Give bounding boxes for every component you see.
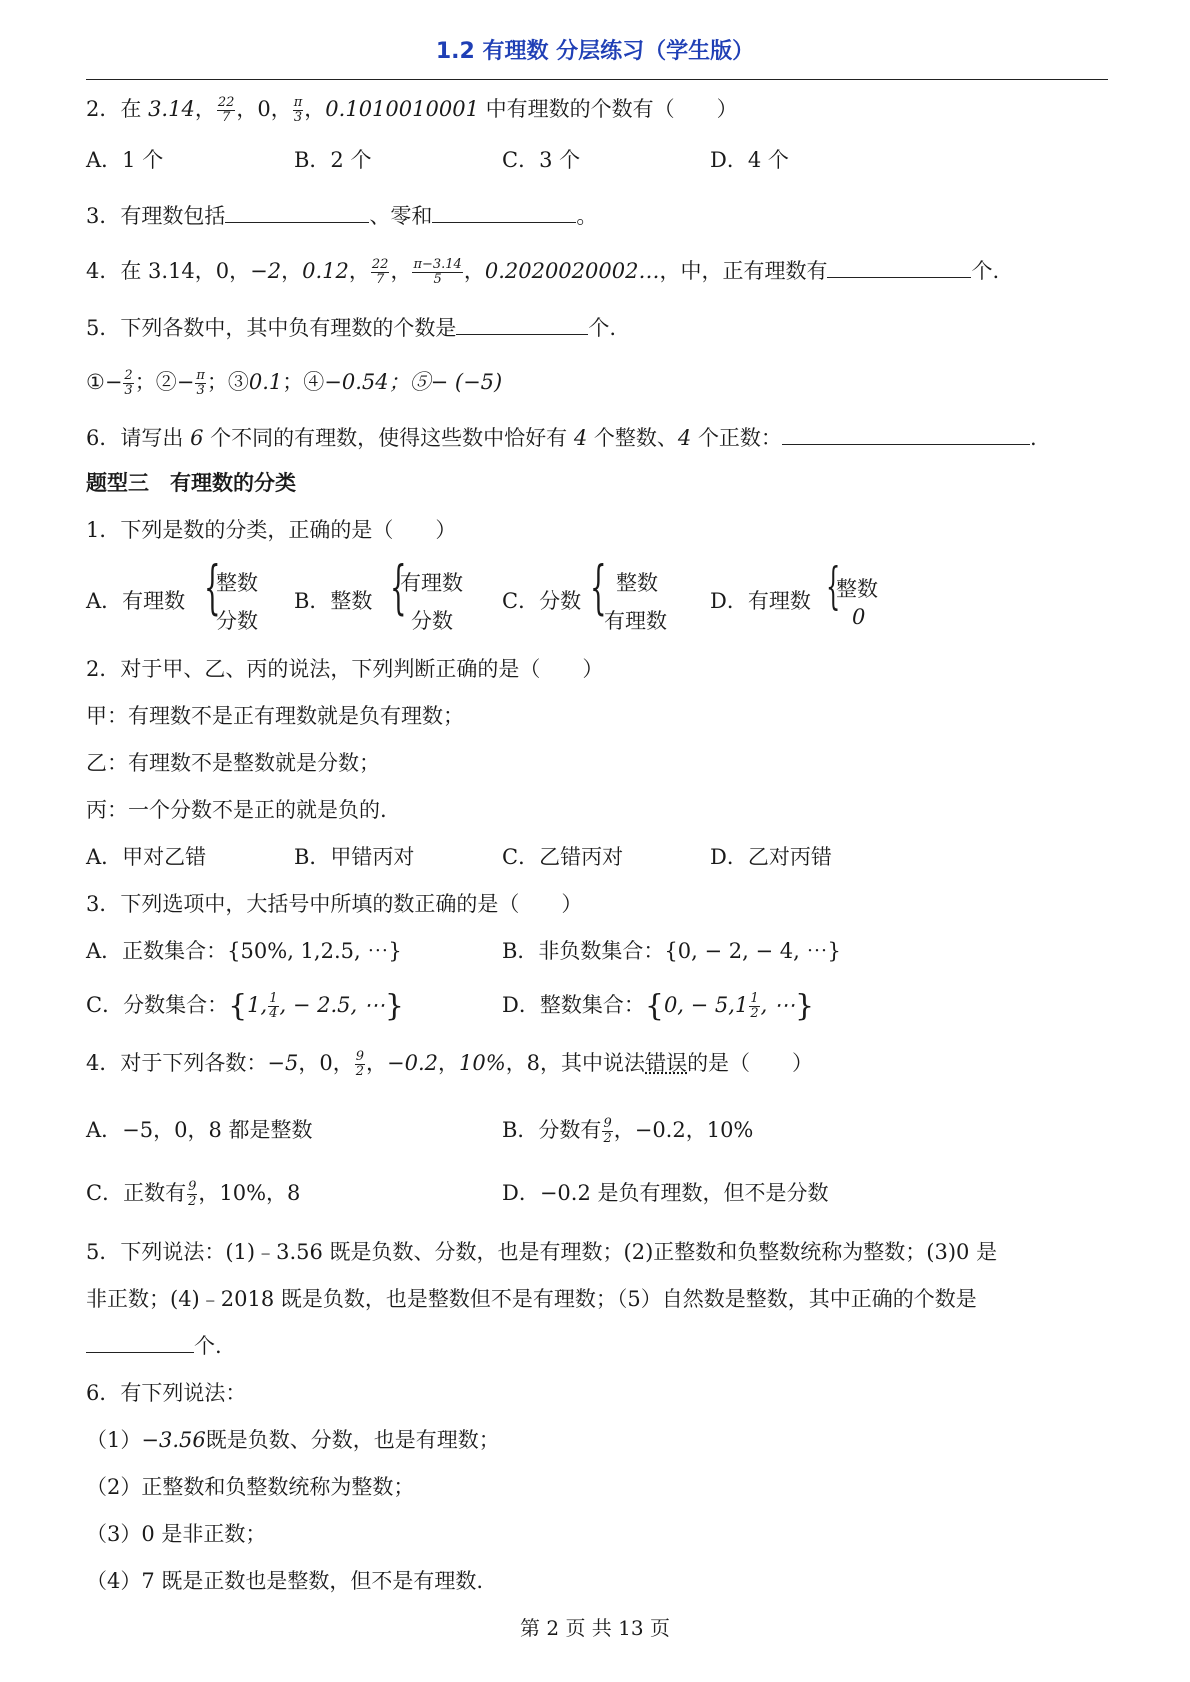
statement-2: （2）正整数和负整数统称为整数； [86,1475,415,1499]
option-a: A．有理数 { 整数 分数 [86,553,258,633]
option-b: B．非负数集合：{0, − 2, − 4, ⋯} [502,939,841,963]
page-number: 第 2 页 共 13 页 [520,1616,670,1640]
s3-question-3: 3．下列选项中，大括号中所填的数正确的是（ ） [86,892,583,916]
option-b: B．整数 { 有理数 分数 [294,553,463,633]
answer-blank[interactable] [432,202,576,223]
fraction: $\frac{22}{7}$ [371,257,389,287]
s3-question-5-line3: 个. [86,1331,222,1361]
s3-question-4: 4．对于下列各数：−5，0， $\frac{9}{2}$ ，−0.2，10%，8，其中说法错误的是（ ） [86,1049,814,1079]
s3-question-1: 1．下列是数的分类，正确的是（ ） [86,518,457,542]
option-a: A．−5，0，8 都是整数 [86,1118,313,1142]
question-4: 4．在 3.14，0，−2，0.12， $\frac{22}{7}$ ， $\frac{\pi-3.14}{5}$ ，0.2020020002…，中，正有理数有 个. [86,257,1000,287]
fraction: $\frac{22}{7}$ [217,95,235,125]
page-title: 1.2 有理数 分层练习（学生版） [435,39,755,64]
question-6: 6．请写出 6 个不同的有理数，使得这些数中恰好有 4 个整数、4 个正数： . [86,426,1037,450]
question-2: 2．在 3.14， $\frac{22}{7}$ ，0， $\frac{\pi}{3}$ ，0.1010010001 中有理数的个数有（ ） [86,95,738,125]
option-d: D．−0.2 是负有理数，但不是分数 [502,1181,829,1205]
statement-4: （4）7 既是正数也是整数，但不是有理数. [86,1569,484,1593]
answer-blank[interactable] [86,1332,194,1353]
option-c: C．分数 { 整数 有理数 [502,553,667,633]
question-5-items: ①− $\frac{2}{3}$ ；②− $\frac{\pi}{3}$ ；③0.1；④−0.54；⑤− (−5) [86,368,503,398]
option-c: C．乙错丙对 [502,845,624,869]
option-c: C．3 个 [502,148,581,172]
s3-question-6: 6．有下列说法： [86,1381,247,1405]
option-c: C．分数集合：{1, $\frac{1}{4}$ , − 2.5, ⋯} [86,988,404,1024]
section-heading: 题型三 有理数的分类 [86,471,296,495]
option-c: C．正数有 $\frac{9}{2}$ ，10%，8 [86,1179,301,1209]
option-d: D．整数集合：{0, − 5,1 $\frac{1}{2}$ , ⋯} [502,988,815,1024]
option-b: B．分数有 $\frac{9}{2}$ ，−0.2，10% [502,1116,754,1146]
s3-question-5-line2: 非正数；(4)﹣2018 既是负数，也是整数但不是有理数；（5）自然数是整数，其中正确的个数是 [86,1287,977,1311]
statement-yi: 乙：有理数不是整数就是分数； [86,751,380,775]
statement-bing: 丙：一个分数不是正的就是负的. [86,798,387,822]
question-3: 3．有理数包括 、零和 。 [86,204,598,228]
answer-blank[interactable] [782,424,1030,445]
option-a: A．1 个 [86,148,164,172]
option-a: A．甲对乙错 [86,845,207,869]
option-b: B．2 个 [294,148,372,172]
question-5: 5．下列各数中，其中负有理数的个数是 个. [86,316,617,340]
fraction: $\frac{\pi}{3}$ [196,368,205,398]
answer-blank[interactable] [827,257,971,278]
option-d: D．乙对丙错 [710,845,832,869]
option-a: A．正数集合：{50%, 1,2.5, ⋯} [86,939,402,963]
header-divider [86,79,1108,80]
answer-blank[interactable] [456,314,588,335]
option-d: D．4 个 [710,148,789,172]
option-b: B．甲错丙对 [294,845,415,869]
statement-3: （3）0 是非正数； [86,1522,267,1546]
fraction: $\frac{\pi-3.14}{5}$ [413,257,462,287]
statement-1: （1）−3.56既是负数、分数，也是有理数； [86,1428,500,1452]
fraction: $\frac{2}{3}$ [124,368,133,398]
fraction: $\frac{\pi}{3}$ [293,95,303,125]
statement-jia: 甲：有理数不是正有理数就是负有理数； [86,704,464,728]
option-d: D．有理数 { 整数 0 [710,557,878,629]
s3-question-2: 2．对于甲、乙、丙的说法，下列判断正确的是（ ） [86,657,604,681]
answer-blank[interactable] [225,202,369,223]
s3-question-5-line1: 5．下列说法：(1)﹣3.56 既是负数、分数，也是有理数；(2)正整数和负整数统称为整数；(3)0 是 [86,1240,998,1264]
